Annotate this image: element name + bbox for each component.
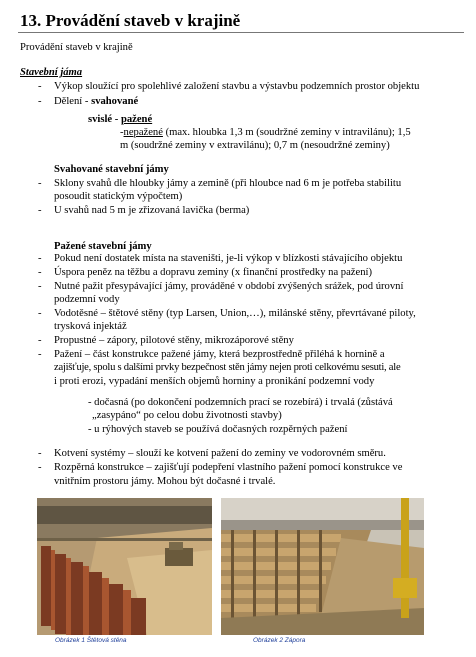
bullet-dash: - [38, 267, 42, 278]
bullet-dash: - [38, 253, 42, 264]
line-rozperna: Rozpěrná konstrukce – zajišťují podepření vlastního pažení pomocí konstrukce ve [54, 462, 403, 473]
line-pazeni-cont: zajišťuje, spolu s dalšími prvky bezpečnost stěn jámy nejen proti celkovému sesuti, ale [54, 362, 401, 373]
line-kotveni: Kotvení systémy – slouží ke kotvení pažení do zeminy ve vodorovném směru. [54, 448, 386, 459]
line-nutne-cont: podzemní vody [54, 294, 120, 305]
line-ryhove: - u rýhových staveb se používá dočasných rozpěrných pažení [88, 424, 348, 435]
bullet-dash: - [38, 349, 42, 360]
line-sklony-cont: posoudit statickým výpočtem) [54, 191, 183, 202]
bullet-dash: - [38, 308, 42, 319]
line-vodotesne-cont: trysková injektáž [54, 321, 127, 332]
page-title: 13. Provádění staveb v krajině [20, 11, 241, 30]
pazene-term: pažené [120, 114, 153, 125]
title-underline [18, 32, 464, 33]
svahovane-term: svahované [91, 96, 139, 107]
line-nepazene-cont: m (soudržné zeminy v extravilánu); 0,7 m (nesoudržné zeminy) [120, 140, 390, 151]
line-nepazene: -nepažené (max. hloubka 1,3 m (soudržné zeminy v intravilánu); 1,5 [120, 127, 411, 138]
caption-obrazek-1: Obrázek 1 Štětová stěna [55, 637, 127, 644]
line-deleni [54, 95, 138, 109]
sheet-pile-illustration [37, 498, 212, 635]
line-sklony: Sklony svahů dle hloubky jámy a zemině (při hloubce nad 6 m je potřeba stabilitu [54, 178, 402, 189]
line-pazeni: Pažení – část konstrukce pažené jámy, která bezprostředně přiléhá k hornině a [54, 349, 385, 360]
line-propustne: Propustné – zápory, pilotové stěny, mikrozáporové stěny [54, 335, 294, 346]
bullet-dash: - [38, 81, 42, 92]
line-vykop: Výkop sloužící pro spolehlivé založení stavbu a výstavbu podzemních prostor objektu [54, 81, 420, 92]
bullet-dash: - [38, 448, 42, 459]
soldier-pile-illustration [221, 498, 424, 635]
section-heading-svahovane: Svahované stavební jámy [54, 164, 169, 175]
line-pazeni-cont2: i proti erozi, vypadání menších objemů horniny a pronikání podzemní vody [54, 376, 375, 387]
section-heading-stavebni-jama: Stavební jáma [20, 67, 83, 78]
line-uspora: Úspora peněz na těžbu a dopravu zeminy (x finanční prostředky na pažení) [54, 267, 372, 278]
intro-line: Provádění staveb v krajině [20, 42, 133, 53]
bullet-dash: - [38, 205, 42, 216]
line-vodotesne: Vodotěsné – štětové stěny (typ Larsen, Union,…), milánské stěny, převrtávané piloty, [54, 308, 416, 319]
bullet-dash: - [38, 178, 42, 189]
section-heading-pazene: Pažené stavební jámy [54, 241, 152, 252]
bullet-dash: - [38, 335, 42, 346]
svisle-label: svislé - [88, 114, 121, 125]
photo-stetova-stena [37, 498, 212, 635]
photo-zapora [221, 498, 424, 635]
bullet-dash: - [38, 462, 42, 473]
line-docasna-cont: „zasypáno“ po celou dobu životnosti stavby) [92, 410, 282, 421]
line-pokud: Pokud není dostatek místa na staveništi, je-li výkop v blízkosti stávajícího objektu [54, 253, 403, 264]
bullet-dash: - [38, 96, 42, 107]
line-docasna: - dočasná (po dokončení podzemních prací se rozebírá) i trvalá (zůstává [88, 397, 393, 408]
caption-obrazek-2: Obrázek 2 Zápora [253, 637, 306, 644]
deleni-label: Dělení - [54, 96, 92, 107]
line-svisle [88, 113, 152, 127]
nepazene-term: nepažené [123, 127, 163, 138]
nepazene-desc: (max. hloubka 1,3 m (soudržné zeminy v intravilánu); 1,5 [162, 127, 411, 138]
line-rozperna-cont: vnitřním prostoru jámy. Mohou být dočasné i trvalé. [54, 476, 276, 487]
bullet-dash: - [38, 281, 42, 292]
line-nutne: Nutné pažit přesypávající jámy, prováděné v období zvýšených srážek, pod úrovní [54, 281, 404, 292]
line-lavicka: U svahů nad 5 m je zřizovaná lavička (berma) [54, 205, 250, 216]
